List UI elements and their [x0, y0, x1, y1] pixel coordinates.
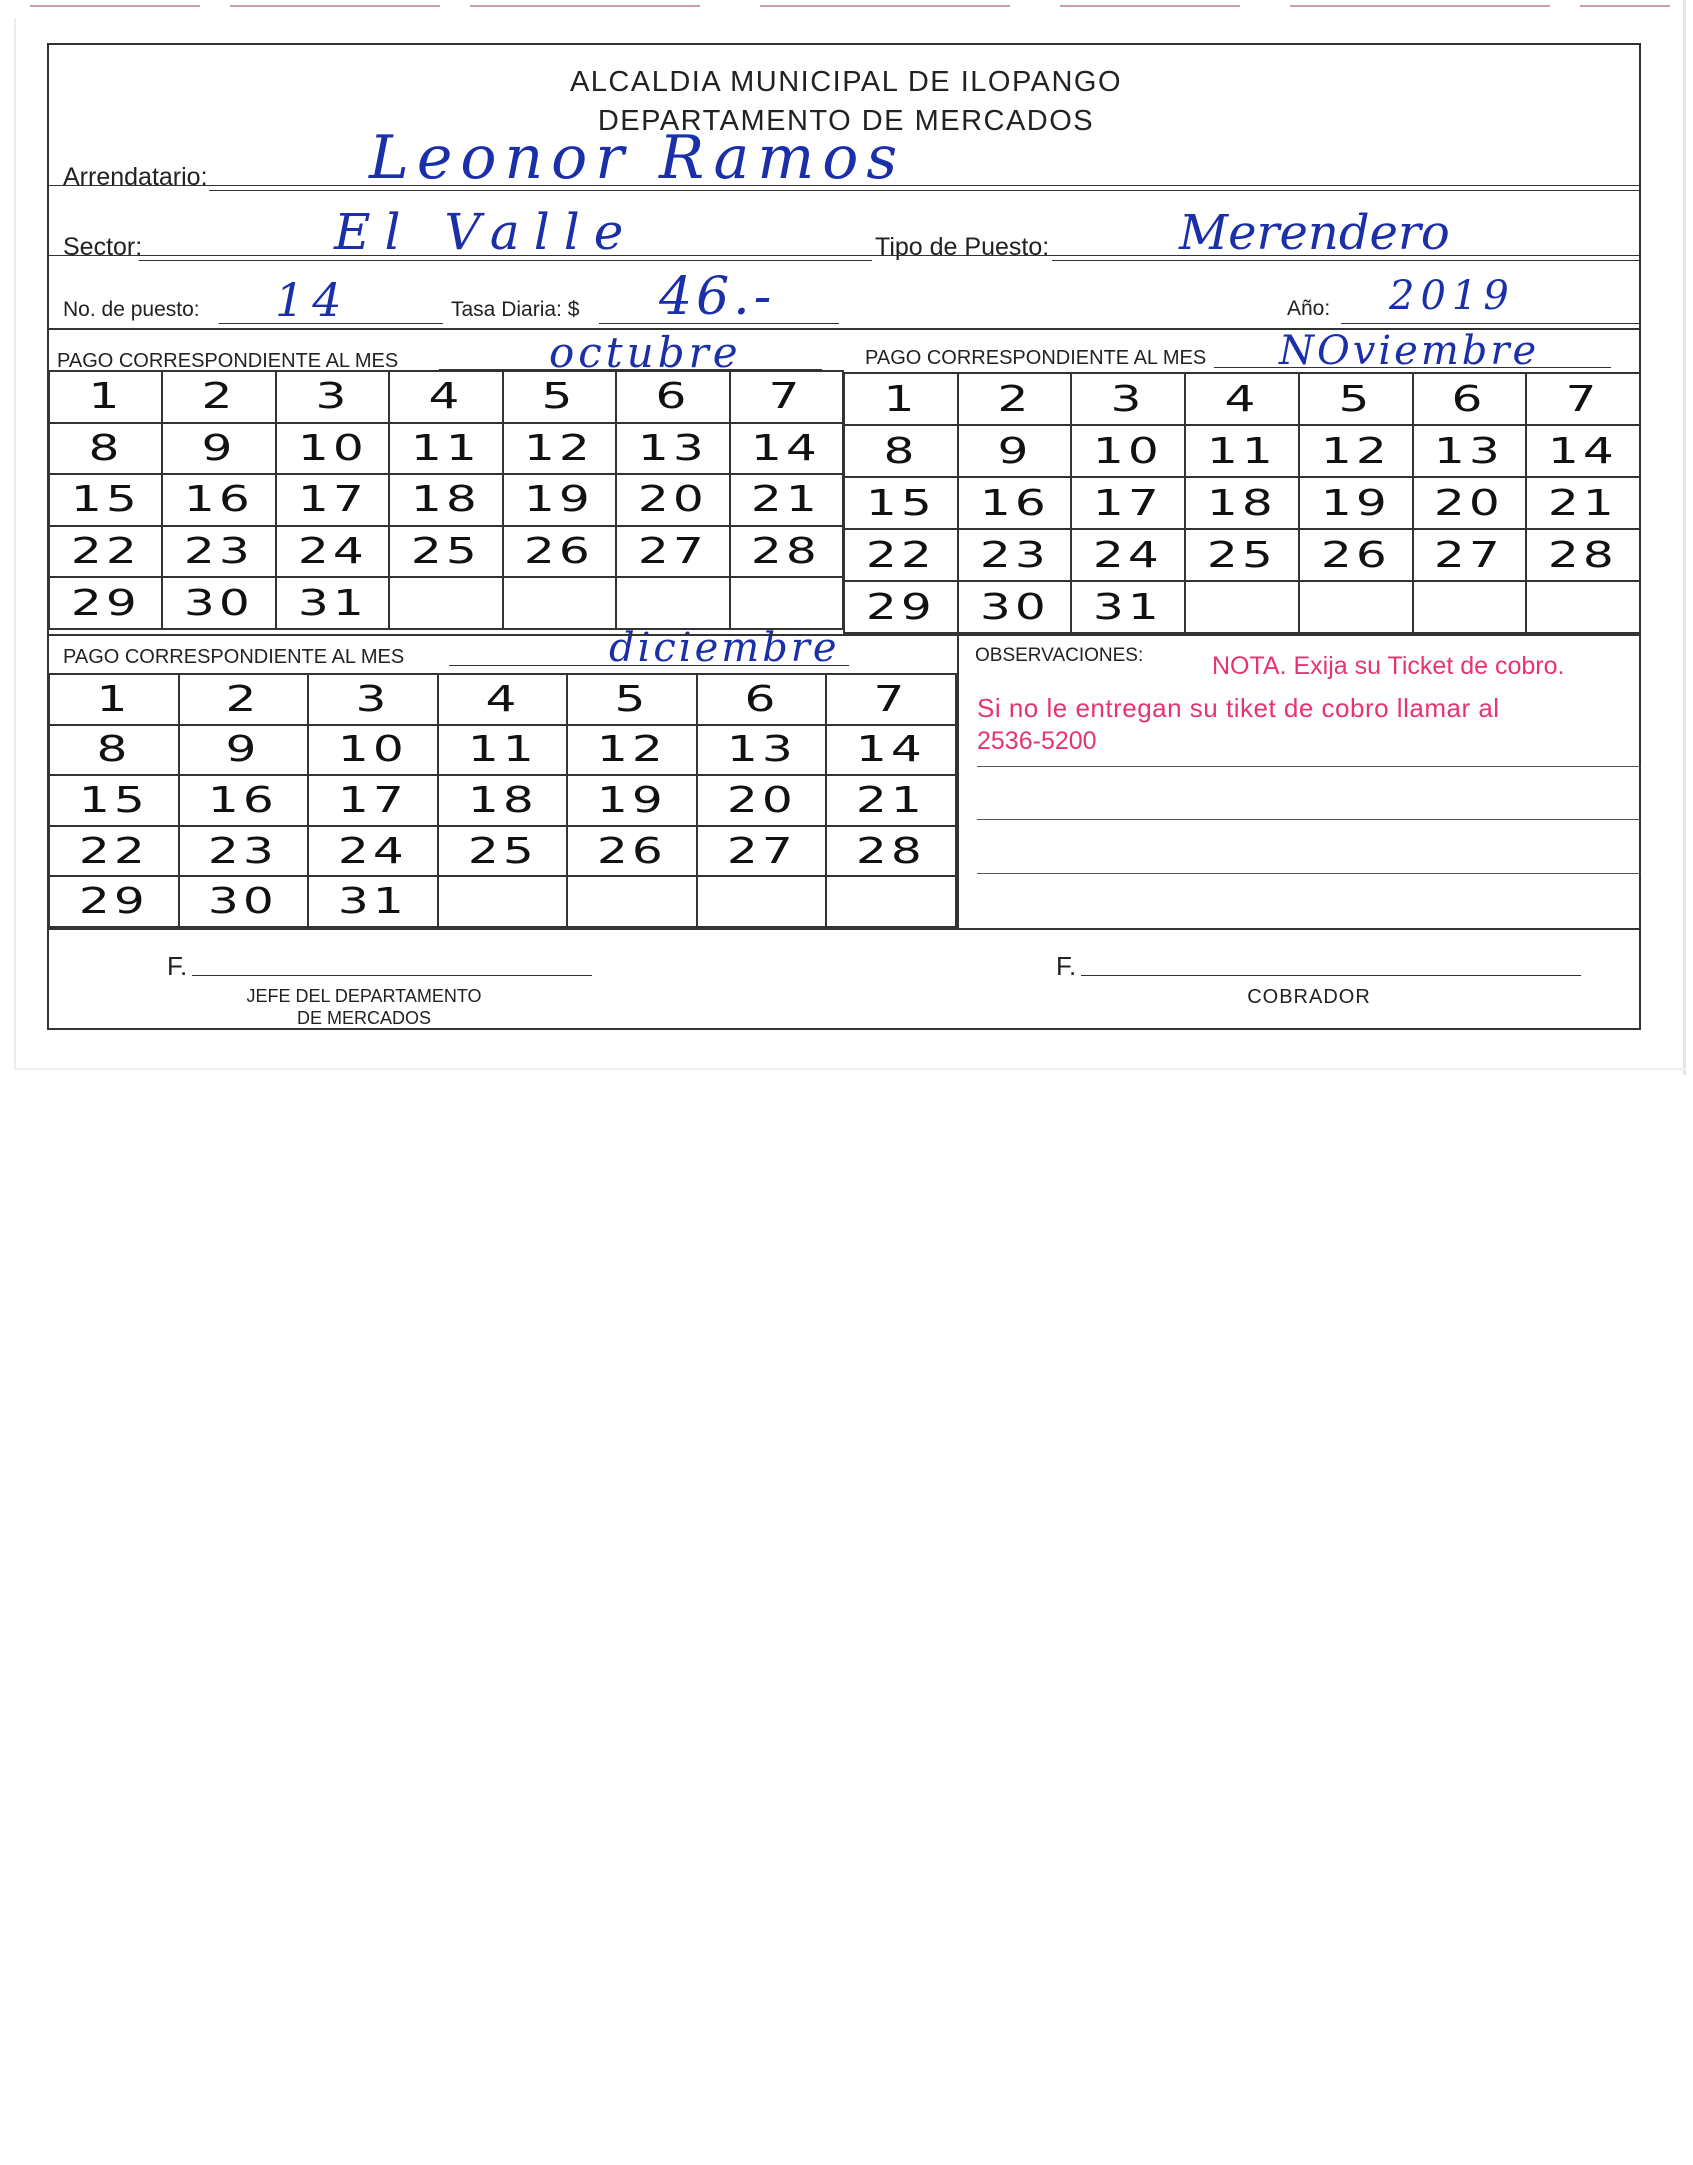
day-cell[interactable]: 25 [438, 826, 568, 877]
day-cell[interactable]: 19 [1299, 477, 1413, 529]
month1-value[interactable]: octubre [549, 328, 742, 377]
day-cell[interactable]: 26 [567, 826, 697, 877]
day-cell[interactable] [616, 577, 729, 629]
day-cell[interactable]: 21 [1526, 477, 1640, 529]
day-cell[interactable]: 11 [438, 725, 568, 776]
day-cell[interactable] [1526, 581, 1640, 633]
scan-top-edge [0, 0, 1693, 14]
observaciones-line-1 [977, 766, 1641, 767]
sector-value[interactable]: El Valle [334, 203, 638, 261]
day-cell[interactable]: 19 [503, 474, 616, 526]
month2-value[interactable]: NOviembre [1279, 328, 1540, 374]
day-cell[interactable]: 20 [616, 474, 729, 526]
day-cell[interactable]: 11 [389, 423, 502, 475]
day-cell[interactable]: 10 [1071, 425, 1185, 477]
calendar-row [844, 529, 1640, 581]
jefe-signature-line[interactable] [192, 975, 592, 976]
calendar-row [49, 526, 843, 578]
day-cell[interactable]: 12 [503, 423, 616, 475]
day-cell[interactable]: 1 [49, 674, 179, 725]
day-cell[interactable]: 25 [1185, 529, 1299, 581]
day-cell[interactable]: 23 [958, 529, 1072, 581]
day-cell[interactable]: 14 [730, 423, 843, 475]
calendar-row [49, 775, 956, 826]
header-title-line1: ALCALDIA MUNICIPAL DE ILOPANGO [569, 66, 1123, 98]
arrendatario-value[interactable]: Leonor Ramos [369, 123, 906, 193]
day-cell[interactable]: 26 [503, 526, 616, 578]
day-cell[interactable]: 5 [503, 371, 616, 423]
day-cell[interactable]: 30 [162, 577, 275, 629]
day-cell[interactable] [826, 876, 956, 927]
tipo-puesto-value[interactable]: Merendero [1179, 205, 1450, 261]
day-cell[interactable]: 4 [1185, 373, 1299, 425]
day-cell[interactable]: 30 [958, 581, 1072, 633]
row-divider-5 [49, 928, 1641, 930]
day-cell[interactable]: 1 [49, 371, 162, 423]
calendar-month1 [48, 370, 844, 630]
day-cell[interactable]: 27 [697, 826, 827, 877]
day-cell[interactable]: 18 [438, 775, 568, 826]
calendar-row [49, 674, 956, 725]
day-cell[interactable] [389, 577, 502, 629]
day-cell[interactable]: 6 [1413, 373, 1527, 425]
day-cell[interactable]: 7 [1526, 373, 1640, 425]
day-cell[interactable]: 6 [616, 371, 729, 423]
day-cell[interactable]: 28 [1526, 529, 1640, 581]
day-cell[interactable]: 18 [1185, 477, 1299, 529]
scan-bottom-edge [14, 1068, 1686, 1070]
observaciones-title: OBSERVACIONES: [975, 645, 1144, 666]
day-cell[interactable]: 21 [730, 474, 843, 526]
day-cell[interactable]: 13 [697, 725, 827, 776]
day-cell[interactable] [1185, 581, 1299, 633]
scan-right-edge [1683, 0, 1686, 1075]
month3-value[interactable]: diciembre [609, 625, 840, 671]
tipo-puesto-label: Tipo de Puesto: [875, 233, 1050, 261]
observaciones-divider [957, 634, 959, 928]
month3-label: PAGO CORRESPONDIENTE AL MES [63, 646, 405, 668]
cobrador-caption: COBRADOR [1247, 986, 1371, 1008]
day-cell[interactable]: 6 [697, 674, 827, 725]
day-cell[interactable]: 23 [162, 526, 275, 578]
day-cell[interactable]: 12 [567, 725, 697, 776]
day-cell[interactable]: 22 [844, 529, 958, 581]
day-cell[interactable]: 11 [1185, 425, 1299, 477]
day-cell[interactable]: 29 [844, 581, 958, 633]
nota-line2: Si no le entregan su tiket de cobro llamar al [977, 693, 1500, 723]
day-cell[interactable]: 19 [567, 775, 697, 826]
observaciones-line-3 [977, 873, 1641, 874]
day-cell[interactable]: 8 [844, 425, 958, 477]
day-cell[interactable] [1413, 581, 1527, 633]
month1-label: PAGO CORRESPONDIENTE AL MES [57, 350, 399, 372]
day-cell[interactable]: 26 [1299, 529, 1413, 581]
day-cell[interactable]: 20 [1413, 477, 1527, 529]
day-cell[interactable]: 7 [826, 674, 956, 725]
payment-card [47, 43, 1641, 1030]
calendar-month2 [843, 372, 1641, 634]
day-cell[interactable]: 22 [49, 526, 162, 578]
day-cell[interactable]: 31 [308, 876, 438, 927]
day-cell[interactable]: 24 [276, 526, 389, 578]
calendar-row [844, 581, 1640, 633]
anio-underline [1341, 323, 1641, 324]
row-divider-4 [49, 634, 1641, 636]
day-cell[interactable] [503, 577, 616, 629]
day-cell[interactable]: 28 [730, 526, 843, 578]
nota-line1: NOTA. Exija su Ticket de cobro. [1212, 652, 1565, 680]
day-cell[interactable]: 10 [308, 725, 438, 776]
arrendatario-label: Arrendatario: [63, 163, 208, 191]
calendar-month3 [48, 673, 957, 928]
cobrador-signature-line[interactable] [1081, 975, 1581, 976]
day-cell[interactable]: 17 [276, 474, 389, 526]
day-cell[interactable]: 3 [308, 674, 438, 725]
cobrador-signature-f: F. [1056, 951, 1077, 981]
day-cell[interactable]: 14 [826, 725, 956, 776]
day-cell[interactable]: 24 [308, 826, 438, 877]
calendar-row [49, 371, 843, 423]
day-cell[interactable]: 17 [308, 775, 438, 826]
day-cell[interactable]: 5 [1299, 373, 1413, 425]
day-cell[interactable]: 31 [276, 577, 389, 629]
day-cell[interactable]: 16 [958, 477, 1072, 529]
day-cell[interactable]: 15 [49, 474, 162, 526]
day-cell[interactable]: 29 [49, 577, 162, 629]
day-cell[interactable]: 7 [730, 371, 843, 423]
day-cell[interactable]: 4 [389, 371, 502, 423]
day-cell[interactable]: 8 [49, 423, 162, 475]
header-title-line2: DEPARTAMENTO DE MERCADOS [597, 105, 1095, 137]
day-cell[interactable]: 9 [162, 423, 275, 475]
anio-label: Año: [1287, 297, 1331, 320]
day-cell[interactable]: 14 [1526, 425, 1640, 477]
day-cell[interactable]: 3 [1071, 373, 1185, 425]
jefe-caption [199, 985, 529, 1029]
tasa-value[interactable]: 46.- [659, 267, 776, 327]
puesto-label: No. de puesto: [63, 298, 200, 321]
jefe-caption-line2: DE MERCADOS [296, 1008, 431, 1028]
day-cell[interactable] [697, 876, 827, 927]
day-cell[interactable]: 4 [438, 674, 568, 725]
nota-line3: 2536-5200 [977, 727, 1097, 755]
day-cell[interactable] [567, 876, 697, 927]
day-cell[interactable]: 25 [389, 526, 502, 578]
row-divider-1 [49, 185, 1641, 186]
jefe-signature-f: F. [167, 951, 188, 981]
calendar-row [49, 423, 843, 475]
day-cell[interactable]: 24 [1071, 529, 1185, 581]
scan-left-edge [14, 18, 16, 1068]
observaciones-line-2 [977, 819, 1641, 820]
day-cell[interactable]: 13 [1413, 425, 1527, 477]
day-cell[interactable]: 2 [179, 674, 309, 725]
puesto-value[interactable]: 14 [275, 273, 350, 327]
day-cell[interactable] [730, 577, 843, 629]
day-cell[interactable]: 15 [49, 775, 179, 826]
anio-value[interactable]: 2019 [1389, 273, 1515, 319]
calendar-row [49, 826, 956, 877]
sector-label: Sector: [63, 233, 143, 261]
day-cell[interactable]: 28 [826, 826, 956, 877]
day-cell[interactable]: 31 [1071, 581, 1185, 633]
day-cell[interactable]: 9 [958, 425, 1072, 477]
day-cell[interactable] [438, 876, 568, 927]
month2-label: PAGO CORRESPONDIENTE AL MES [865, 347, 1207, 369]
calendar-row [844, 477, 1640, 529]
day-cell[interactable]: 15 [844, 477, 958, 529]
day-cell[interactable]: 16 [179, 775, 309, 826]
day-cell[interactable]: 9 [179, 725, 309, 776]
day-cell[interactable]: 1 [844, 373, 958, 425]
day-cell[interactable]: 3 [276, 371, 389, 423]
day-cell[interactable]: 16 [162, 474, 275, 526]
calendar-row [844, 373, 1640, 425]
calendar-row [49, 474, 843, 526]
calendar-row [844, 425, 1640, 477]
day-cell[interactable] [1299, 581, 1413, 633]
day-cell[interactable]: 8 [49, 725, 179, 776]
day-cell[interactable]: 21 [826, 775, 956, 826]
day-cell[interactable]: 2 [162, 371, 275, 423]
day-cell[interactable]: 2 [958, 373, 1072, 425]
day-cell[interactable]: 27 [1413, 529, 1527, 581]
day-cell[interactable]: 18 [389, 474, 502, 526]
day-cell[interactable]: 23 [179, 826, 309, 877]
calendar-row [49, 725, 956, 776]
jefe-caption-line1: JEFE DEL DEPARTAMENTO [246, 986, 482, 1006]
day-cell[interactable]: 22 [49, 826, 179, 877]
day-cell[interactable]: 20 [697, 775, 827, 826]
day-cell[interactable]: 10 [276, 423, 389, 475]
day-cell[interactable]: 30 [179, 876, 309, 927]
row-divider-2 [49, 255, 1641, 256]
day-cell[interactable]: 27 [616, 526, 729, 578]
calendar-row [49, 876, 956, 927]
day-cell[interactable]: 5 [567, 674, 697, 725]
day-cell[interactable]: 17 [1071, 477, 1185, 529]
tasa-label: Tasa Diaria: $ [451, 298, 580, 321]
calendar-row [49, 577, 843, 629]
day-cell[interactable]: 12 [1299, 425, 1413, 477]
day-cell[interactable]: 13 [616, 423, 729, 475]
day-cell[interactable]: 29 [49, 876, 179, 927]
